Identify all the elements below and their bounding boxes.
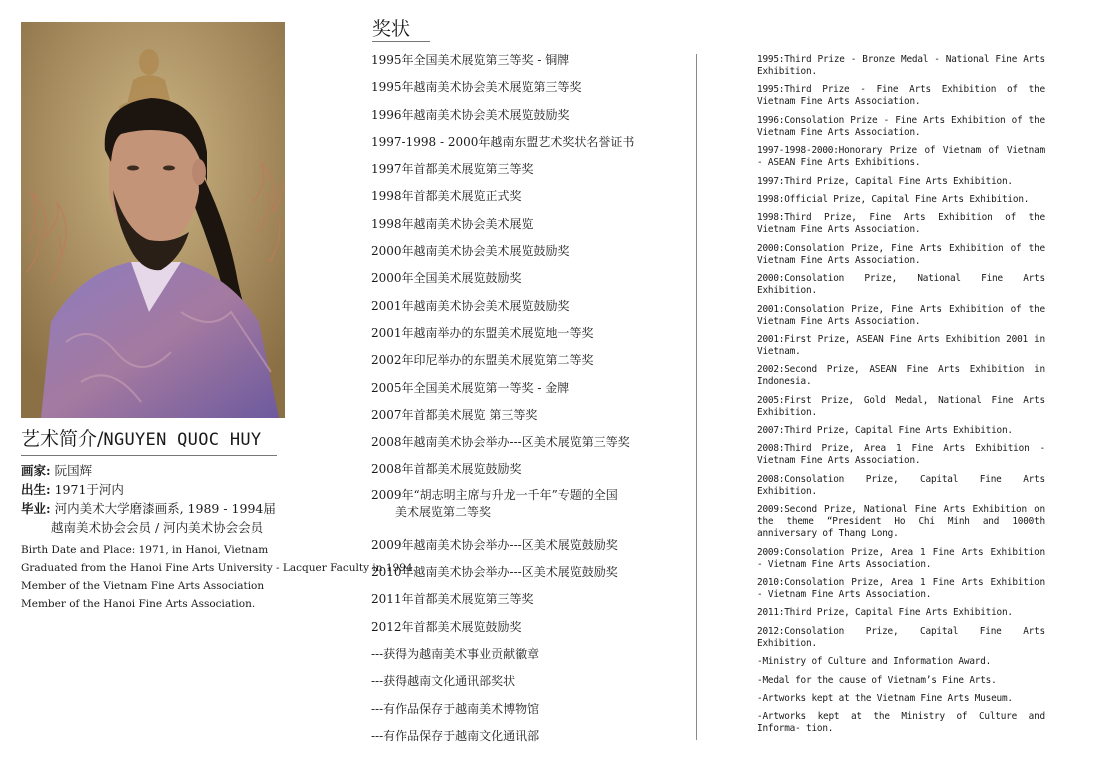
award-en-item: 2000:Consolation Prize, National Fine Arts Exhibition. <box>757 273 1045 297</box>
painter-row <box>21 462 341 479</box>
award-en-item: -Artworks kept at the Ministry of Culture and Informa- tion. <box>757 711 1045 735</box>
awards-list-cn <box>371 50 671 753</box>
bio-title-en: NGUYEN QUOC HUY <box>103 430 262 450</box>
bio-en-line: Member of the Hanoi Fine Arts Association. <box>21 598 256 610</box>
award-en-item: 2010:Consolation Prize, Area 1 Fine Arts Exhibition - Vietnam Fine Arts Association. <box>757 577 1045 601</box>
award-cn-item: ---获得为越南美术事业贡献徽章 <box>371 646 540 661</box>
painter-value: 阮国辉 <box>54 463 93 478</box>
award-en-item: 1997-1998-2000:Honorary Prize of Vietnam of Vietnam - ASEAN Fine Arts Exhibitions. <box>757 145 1045 169</box>
award-cn-item: 2007年首都美术展览 第三等奖 <box>371 407 538 422</box>
award-cn-line: 2009年“胡志明主席与升龙一千年”专题的全国 <box>371 487 618 502</box>
award-en-item: -Ministry of Culture and Information Award. <box>757 656 992 668</box>
award-cn-item: 2009年越南美术协会举办---区美术展览鼓励奖 <box>371 537 618 552</box>
award-cn-item: 2001年越南举办的东盟美术展览地一等奖 <box>371 325 594 340</box>
award-cn-item: 1997年首都美术展览第三等奖 <box>371 162 534 177</box>
award-cn-item: 2000年越南美术协会美术展览鼓励奖 <box>371 244 570 259</box>
birth-value: 1971于河内 <box>54 482 124 497</box>
award-cn-item: 2000年全国美术展览鼓励奖 <box>371 271 522 286</box>
award-en-item: 1998:Official Prize, Capital Fine Arts Exhibition. <box>757 193 1030 205</box>
artist-portrait-photo <box>21 22 285 418</box>
bio-en-line: Birth Date and Place: 1971, in Hanoi, Vietnam <box>21 544 269 556</box>
bio-title-cn: 艺术简介/ <box>21 428 104 450</box>
award-en-item: 1998:Third Prize, Fine Arts Exhibition of the Vietnam Fine Arts Association. <box>757 212 1045 236</box>
bio-en-line: Member of the Vietnam Fine Arts Association <box>21 580 265 592</box>
award-en-item: 1997:Third Prize, Capital Fine Arts Exhibition. <box>757 175 1013 187</box>
graduation-row <box>21 500 341 517</box>
award-cn-item: 1998年首都美术展览正式奖 <box>371 189 522 204</box>
award-en-item: 2009:Second Prize, National Fine Arts Exhibition on the theme “President Ho Chi Minh and 1000th anniversary of Thang Long. <box>757 504 1045 540</box>
award-cn-item: 1996年越南美术协会美术展览鼓励奖 <box>371 107 570 122</box>
award-en-item: 2011:Third Prize, Capital Fine Arts Exhibition. <box>757 607 1013 619</box>
award-en-item: -Artworks kept at the Vietnam Fine Arts Museum. <box>757 692 1013 704</box>
award-en-item: 2007:Third Prize, Capital Fine Arts Exhibition. <box>757 425 1013 437</box>
award-cn-item: ---获得越南文化通讯部奖状 <box>371 674 516 689</box>
award-cn-item-two-line <box>371 487 671 535</box>
award-cn-item: 1998年越南美术协会美术展览 <box>371 216 534 231</box>
award-cn-item: 2002年印尼举办的东盟美术展览第二等奖 <box>371 353 594 368</box>
award-en-item: 1995:Third Prize - Fine Arts Exhibition of the Vietnam Fine Arts Association. <box>757 84 1045 108</box>
award-cn-item: 2012年首都美术展览鼓励奖 <box>371 619 522 634</box>
award-en-item: 2012:Consolation Prize, Capital Fine Arts Exhibition. <box>757 625 1045 649</box>
award-cn-item: 2005年全国美术展览第一等奖 - 金牌 <box>371 380 570 395</box>
award-cn-item: 1995年越南美术协会美术展览第三等奖 <box>371 80 582 95</box>
awards-list-en <box>757 54 1045 742</box>
award-cn-line-continued: 美术展览第二等奖 <box>395 504 492 519</box>
award-cn-item: ---有作品保存于越南文化通讯部 <box>371 728 540 743</box>
award-en-item: 2009:Consolation Prize, Area 1 Fine Arts Exhibition - Vietnam Fine Arts Association. <box>757 546 1045 570</box>
painter-label: 画家: <box>21 463 51 478</box>
award-cn-item: 2008年越南美术协会举办---区美术展览第三等奖 <box>371 435 630 450</box>
bio-en-line: Graduated from the Hanoi Fine Arts University - Lacquer Faculty in 1994. <box>21 562 416 574</box>
column-divider <box>696 54 697 740</box>
award-cn-item: 2001年越南美术协会美术展览鼓励奖 <box>371 298 570 313</box>
award-en-item: 1996:Consolation Prize - Fine Arts Exhibition of the Vietnam Fine Arts Association. <box>757 114 1045 138</box>
award-en-item: 1995:Third Prize - Bronze Medal - National Fine Arts Exhibition. <box>757 54 1045 77</box>
award-en-item: 2001:Consolation Prize, Fine Arts Exhibition of the Vietnam Fine Arts Association. <box>757 303 1045 327</box>
ear <box>192 159 206 185</box>
award-en-item: 2002:Second Prize, ASEAN Fine Arts Exhibition in Indonesia. <box>757 364 1045 388</box>
graduation-value: 河内美术大学磨漆画系, 1989 - 1994届 <box>54 501 276 516</box>
birth-row <box>21 481 341 498</box>
bio-english-lines <box>21 541 416 613</box>
award-cn-item: 1995年全国美术展览第三等奖 - 铜牌 <box>371 53 570 67</box>
membership-cn: 越南美术协会会员 / 河内美术协会会员 <box>51 520 264 535</box>
award-en-item: 2001:First Prize, ASEAN Fine Arts Exhibition 2001 in Vietnam. <box>757 333 1045 357</box>
award-en-item: -Medal for the cause of Vietnam’s Fine Arts. <box>757 674 997 686</box>
awards-heading: 奖状 <box>372 18 430 42</box>
award-en-item: 2008:Third Prize, Area 1 Fine Arts Exhibition - Vietnam Fine Arts Association. <box>757 443 1045 467</box>
award-en-item: 2005:First Prize, Gold Medal, National Fine Arts Exhibition. <box>757 394 1045 418</box>
birth-label: 出生: <box>21 482 51 497</box>
award-cn-item: 2010年越南美术协会举办---区美术展览鼓励奖 <box>371 565 618 580</box>
award-cn-item: 2011年首都美术展览第三等奖 <box>371 592 534 607</box>
award-cn-item: ---有作品保存于越南美术博物馆 <box>371 701 540 716</box>
bio-title <box>21 426 277 456</box>
award-en-item: 2008:Consolation Prize, Capital Fine Arts Exhibition. <box>757 473 1045 497</box>
award-en-item: 2000:Consolation Prize, Fine Arts Exhibition of the Vietnam Fine Arts Association. <box>757 242 1045 266</box>
bio-section <box>21 462 416 613</box>
award-cn-item: 2008年首都美术展览鼓励奖 <box>371 462 522 477</box>
graduation-label: 毕业: <box>21 501 51 516</box>
award-cn-item: 1997-1998 - 2000年越南东盟艺术奖状名誉证书 <box>371 134 635 149</box>
